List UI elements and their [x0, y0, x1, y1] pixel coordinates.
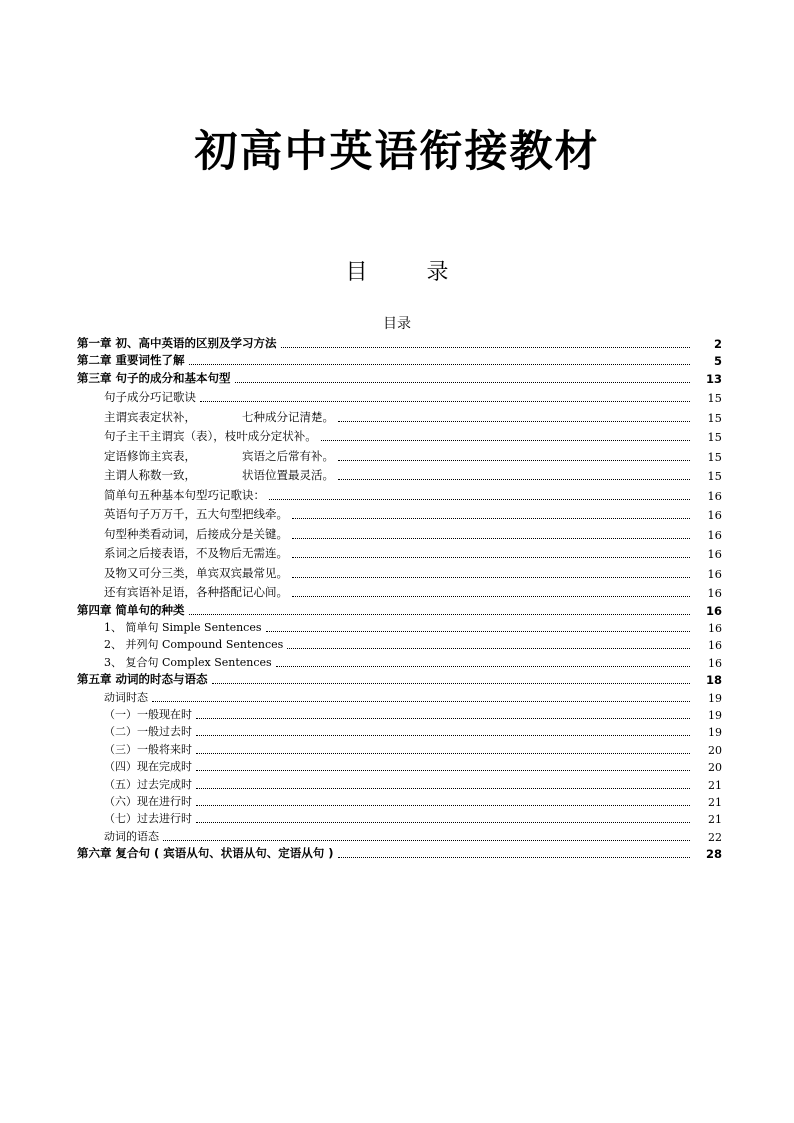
- toc-entry-page: 19: [708, 708, 722, 722]
- toc-entry-title-text: （六）现在进行时: [104, 794, 192, 808]
- toc-entry-title: [104, 409, 334, 425]
- dot-leader: [196, 821, 690, 823]
- toc-entry-title-text: （三）一般将来时: [104, 742, 192, 756]
- toc-entry[interactable]: [0, 333, 794, 351]
- toc-entry[interactable]: [0, 844, 794, 862]
- toc-entry-title: [104, 689, 148, 705]
- toc-entry-title: [104, 636, 283, 652]
- toc-entry[interactable]: [0, 386, 794, 406]
- toc-entry-page: 16: [707, 527, 722, 542]
- toc-entry-title-text: 主谓人称数一致，: [104, 468, 196, 482]
- toc-entry-title-text: 第一章 初、高中英语的区别及学习方法: [77, 335, 277, 350]
- dot-leader: [196, 804, 690, 806]
- dot-leader: [338, 420, 690, 422]
- toc-entry[interactable]: [0, 792, 794, 809]
- toc-entry[interactable]: [0, 705, 794, 722]
- dot-leader: [292, 576, 690, 578]
- toc-entry-title: [104, 741, 192, 757]
- toc-entry-title: [104, 487, 265, 503]
- toc-entry-title: [104, 428, 317, 444]
- toc-entry-title: [104, 506, 288, 522]
- toc-entry[interactable]: [0, 542, 794, 562]
- toc-entry-title: [77, 370, 231, 386]
- dot-leader: [269, 498, 690, 500]
- toc-entry-page: 16: [705, 603, 722, 618]
- toc-entry[interactable]: [0, 652, 794, 669]
- toc-entry-title-text: （四）现在完成时: [104, 760, 192, 774]
- toc-entry-title: [104, 584, 288, 600]
- toc-entry-title: [104, 565, 288, 581]
- dot-leader: [292, 595, 690, 597]
- toc-entry[interactable]: [0, 809, 794, 826]
- toc-entry[interactable]: [0, 826, 794, 843]
- toc-entry[interactable]: [0, 600, 794, 618]
- toc-entry-title-text: 主谓宾表定状补，: [104, 409, 196, 424]
- toc-entry-title: [104, 776, 192, 792]
- dot-leader: [281, 346, 690, 348]
- dot-leader: [321, 439, 690, 441]
- dot-leader: [292, 556, 690, 558]
- dot-leader: [276, 665, 690, 667]
- toc-entry-title-text: 还有宾语补足语，各种搭配记心间。: [104, 585, 288, 599]
- toc-caption: 目录: [383, 316, 411, 332]
- toc-entry[interactable]: [0, 405, 794, 425]
- toc-entry-title-text: 及物又可分三类，单宾双宾最常见。: [104, 565, 288, 580]
- toc-entry[interactable]: [0, 618, 794, 635]
- toc-entry[interactable]: [0, 670, 794, 688]
- toc-entry-title-text: 第二章 重要词性了解: [77, 353, 185, 367]
- toc-entry-page: 13: [705, 371, 722, 386]
- toc-entry-page: 5: [713, 354, 722, 368]
- dot-leader: [163, 839, 690, 841]
- toc-entry-title: [77, 602, 185, 618]
- toc-entry-page: 22: [708, 830, 722, 844]
- dot-leader: [338, 478, 690, 480]
- toc-entry-title: [104, 723, 192, 739]
- toc-entry-page: 16: [708, 656, 722, 670]
- toc-entry-title: [104, 389, 196, 405]
- toc-entry[interactable]: [0, 739, 794, 756]
- toc-entry-title: [104, 619, 262, 635]
- toc-entry-page: 16: [708, 639, 722, 653]
- dot-leader: [292, 537, 690, 539]
- toc-entry-title-text: 英语句子万万千，五大句型把线牵。: [104, 507, 288, 521]
- toc-entry-page: 16: [708, 621, 722, 635]
- toc-entry-title: [77, 335, 277, 351]
- toc-entry-page: 21: [708, 795, 722, 809]
- toc-entry[interactable]: [0, 425, 794, 445]
- dot-leader: [266, 630, 690, 632]
- toc-entry-page: 16: [707, 488, 722, 503]
- dot-leader: [235, 381, 690, 383]
- toc-entry-title: [104, 526, 288, 542]
- toc-entry[interactable]: [0, 774, 794, 791]
- toc-entry-title-text: （五）过去完成时: [104, 777, 192, 791]
- dot-leader: [212, 682, 690, 684]
- toc-entry-title: [104, 467, 334, 483]
- toc-entry-title-text: 简单句五种基本句型巧记歌诀：: [104, 487, 265, 502]
- toc-entry-title-text: 3、 复合句 Complex Sentences: [104, 655, 272, 669]
- toc-entry-title-text-second: 七种成分记清楚。: [242, 409, 334, 424]
- dot-leader: [196, 717, 690, 719]
- toc-entry-page: 21: [708, 813, 722, 827]
- toc-entry[interactable]: [0, 757, 794, 774]
- toc-entry-page: 28: [705, 847, 722, 862]
- dot-leader: [338, 459, 690, 461]
- toc-entry-title-text: 第三章 句子的成分和基本句型: [77, 370, 231, 385]
- document-title: 初高中英语衔接教材: [194, 127, 600, 177]
- toc-entry-title-text: （七）过去进行时: [104, 812, 192, 826]
- toc-entry-page: 16: [707, 547, 722, 561]
- toc-entry-title-text: 第五章 动词的时态与语态: [77, 672, 208, 687]
- toc-entry-title-text: 定语修饰主宾表，: [104, 448, 196, 463]
- toc-entry-page: 15: [707, 410, 722, 425]
- toc-entry[interactable]: [0, 561, 794, 581]
- toc-entry-title-text: 句子主干主谓宾（表），枝叶成分定状补。: [104, 429, 317, 443]
- toc-entry-page: 2: [713, 336, 722, 351]
- toc-entry-title-text: （一）一般现在时: [104, 707, 192, 721]
- toc-entry-page: 19: [708, 691, 722, 705]
- toc-entry[interactable]: [0, 581, 794, 601]
- toc-entry-title: [104, 706, 192, 722]
- toc-entry[interactable]: [0, 522, 794, 542]
- toc-entry-title: [104, 810, 192, 826]
- toc-entry-page: 15: [707, 430, 722, 444]
- toc-entry-page: 16: [707, 586, 722, 600]
- toc-entry-page: 19: [708, 726, 722, 740]
- toc-entry-title-text: 动词时态: [104, 690, 148, 704]
- toc-entry-page: 16: [707, 566, 722, 581]
- toc-entry-title-text-second: 宾语之后常有补。: [242, 448, 334, 463]
- dot-leader: [292, 517, 690, 519]
- dot-leader: [196, 769, 690, 771]
- toc-entry-title-text: 句型种类看动词，后接成分是关键。: [104, 526, 288, 541]
- toc-entry-page: 20: [708, 743, 722, 757]
- dot-leader: [189, 363, 690, 365]
- toc-entry-title: [104, 758, 192, 774]
- toc-entry-page: 21: [708, 778, 722, 792]
- toc-entry-page: 18: [705, 673, 722, 688]
- dot-leader: [338, 856, 690, 858]
- toc-entry[interactable]: [0, 368, 794, 386]
- toc-entry-page: 16: [707, 508, 722, 522]
- toc-entry-title: [104, 448, 334, 464]
- dot-leader: [196, 787, 690, 789]
- toc-entry-title-text: 句子成分巧记歌诀: [104, 390, 196, 404]
- dot-leader: [196, 734, 690, 736]
- table-of-contents: [0, 333, 794, 861]
- toc-entry-page: 15: [707, 391, 722, 405]
- toc-entry[interactable]: [0, 635, 794, 652]
- toc-entry[interactable]: [0, 444, 794, 464]
- dot-leader: [287, 647, 690, 649]
- dot-leader: [200, 400, 690, 402]
- toc-entry-title: [77, 352, 185, 368]
- toc-entry-page: 15: [707, 449, 722, 464]
- toc-entry[interactable]: [0, 722, 794, 739]
- toc-entry-title: [77, 671, 208, 687]
- dot-leader: [152, 700, 690, 702]
- toc-heading: 目 录: [345, 260, 475, 285]
- toc-entry-title: [77, 845, 334, 861]
- toc-entry-title-text: 第六章 复合句 ( 宾语从句、状语从句、定语从句 ): [77, 846, 334, 861]
- dot-leader: [189, 613, 690, 615]
- toc-entry-title-text: 1、 简单句 Simple Sentences: [104, 620, 262, 634]
- toc-entry[interactable]: [0, 687, 794, 704]
- toc-entry-page: 15: [707, 469, 722, 483]
- toc-entry-title-text: （二）一般过去时: [104, 725, 192, 739]
- toc-entry-title: [104, 828, 159, 844]
- toc-entry-title: [104, 545, 288, 561]
- toc-entry[interactable]: [0, 503, 794, 523]
- toc-entry-title: [104, 654, 272, 670]
- dot-leader: [196, 752, 690, 754]
- toc-entry-title-text: 第四章 简单句的种类: [77, 602, 185, 617]
- toc-entry[interactable]: [0, 351, 794, 369]
- toc-entry-title-text: 动词的语态: [104, 829, 159, 843]
- toc-entry-title: [104, 793, 192, 809]
- toc-entry-title-text: 2、 并列句 Compound Sentences: [104, 638, 284, 652]
- toc-entry[interactable]: [0, 483, 794, 503]
- toc-entry-title-text: 系词之后接表语，不及物后无需连。: [104, 546, 288, 560]
- toc-entry-page: 20: [708, 761, 722, 775]
- toc-entry[interactable]: [0, 464, 794, 484]
- toc-entry-title-text-second: 状语位置最灵活。: [242, 468, 334, 482]
